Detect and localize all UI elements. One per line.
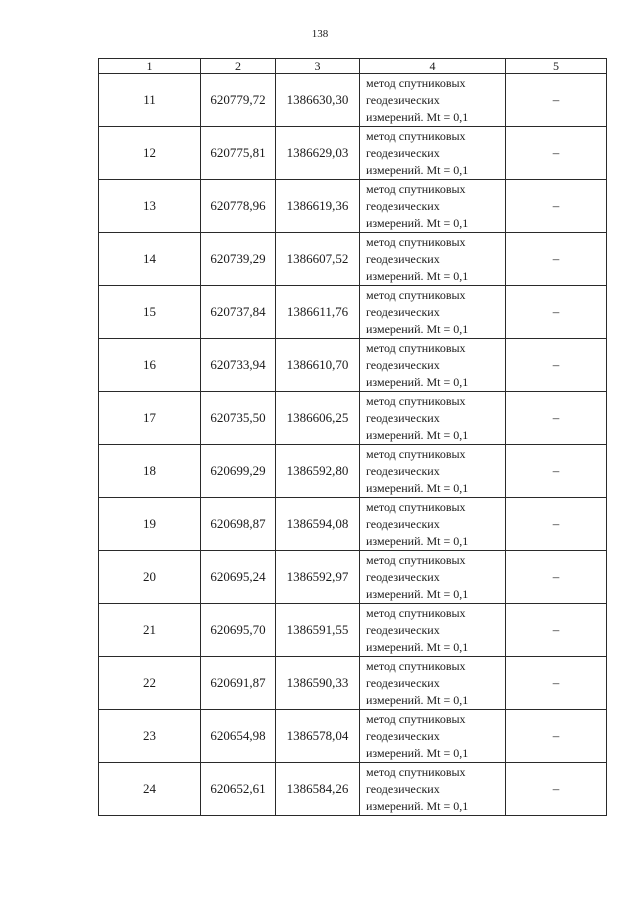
column-header-1: 1	[99, 59, 201, 74]
y-coordinate-cell: 1386611,76	[276, 286, 360, 339]
y-coordinate-cell: 1386610,70	[276, 339, 360, 392]
point-number-cell: 19	[99, 498, 201, 551]
x-coordinate-cell: 620778,96	[201, 180, 276, 233]
table-row	[99, 74, 607, 127]
note-cell: –	[506, 551, 607, 604]
note-cell: –	[506, 445, 607, 498]
x-coordinate-cell: 620652,61	[201, 763, 276, 816]
x-coordinate-cell: 620779,72	[201, 74, 276, 127]
method-cell: метод спутниковых геодезических измерений. Mt = 0,1	[360, 498, 506, 551]
method-cell: метод спутниковых геодезических измерений. Mt = 0,1	[360, 339, 506, 392]
point-number-cell: 16	[99, 339, 201, 392]
column-header-4: 4	[360, 59, 506, 74]
point-number-cell: 12	[99, 127, 201, 180]
y-coordinate-cell: 1386584,26	[276, 763, 360, 816]
point-number-cell: 15	[99, 286, 201, 339]
x-coordinate-cell: 620775,81	[201, 127, 276, 180]
x-coordinate-cell: 620737,84	[201, 286, 276, 339]
method-cell: метод спутниковых геодезических измерений. Mt = 0,1	[360, 551, 506, 604]
header-row	[99, 59, 607, 74]
x-coordinate-cell: 620698,87	[201, 498, 276, 551]
note-cell: –	[506, 233, 607, 286]
table-row	[99, 763, 607, 816]
table-row	[99, 339, 607, 392]
note-cell: –	[506, 710, 607, 763]
note-cell: –	[506, 286, 607, 339]
method-cell: метод спутниковых геодезических измерений. Mt = 0,1	[360, 233, 506, 286]
point-number-cell: 23	[99, 710, 201, 763]
note-cell: –	[506, 604, 607, 657]
point-number-cell: 17	[99, 392, 201, 445]
coordinates-table	[98, 58, 607, 816]
method-cell: метод спутниковых геодезических измерений. Mt = 0,1	[360, 180, 506, 233]
table-row	[99, 604, 607, 657]
table-row	[99, 286, 607, 339]
point-number-cell: 11	[99, 74, 201, 127]
note-cell: –	[506, 763, 607, 816]
point-number-cell: 18	[99, 445, 201, 498]
point-number-cell: 13	[99, 180, 201, 233]
note-cell: –	[506, 127, 607, 180]
note-cell: –	[506, 180, 607, 233]
note-cell: –	[506, 74, 607, 127]
x-coordinate-cell: 620735,50	[201, 392, 276, 445]
method-cell: метод спутниковых геодезических измерений. Mt = 0,1	[360, 286, 506, 339]
column-header-2: 2	[201, 59, 276, 74]
y-coordinate-cell: 1386607,52	[276, 233, 360, 286]
method-cell: метод спутниковых геодезических измерений. Mt = 0,1	[360, 710, 506, 763]
note-cell: –	[506, 339, 607, 392]
method-cell: метод спутниковых геодезических измерений. Mt = 0,1	[360, 74, 506, 127]
y-coordinate-cell: 1386619,36	[276, 180, 360, 233]
y-coordinate-cell: 1386578,04	[276, 710, 360, 763]
note-cell: –	[506, 392, 607, 445]
column-header-3: 3	[276, 59, 360, 74]
x-coordinate-cell: 620654,98	[201, 710, 276, 763]
point-number-cell: 21	[99, 604, 201, 657]
y-coordinate-cell: 1386592,97	[276, 551, 360, 604]
table-row	[99, 445, 607, 498]
y-coordinate-cell: 1386592,80	[276, 445, 360, 498]
y-coordinate-cell: 1386630,30	[276, 74, 360, 127]
y-coordinate-cell: 1386606,25	[276, 392, 360, 445]
table-row	[99, 551, 607, 604]
x-coordinate-cell: 620739,29	[201, 233, 276, 286]
method-cell: метод спутниковых геодезических измерений. Mt = 0,1	[360, 604, 506, 657]
y-coordinate-cell: 1386591,55	[276, 604, 360, 657]
method-cell: метод спутниковых геодезических измерений. Mt = 0,1	[360, 392, 506, 445]
table-row	[99, 498, 607, 551]
table-row	[99, 180, 607, 233]
y-coordinate-cell: 1386590,33	[276, 657, 360, 710]
x-coordinate-cell: 620733,94	[201, 339, 276, 392]
point-number-cell: 20	[99, 551, 201, 604]
point-number-cell: 24	[99, 763, 201, 816]
table-row	[99, 392, 607, 445]
x-coordinate-cell: 620695,70	[201, 604, 276, 657]
point-number-cell: 14	[99, 233, 201, 286]
table-row	[99, 657, 607, 710]
table-row	[99, 710, 607, 763]
x-coordinate-cell: 620699,29	[201, 445, 276, 498]
y-coordinate-cell: 1386629,03	[276, 127, 360, 180]
column-header-5: 5	[506, 59, 607, 74]
x-coordinate-cell: 620691,87	[201, 657, 276, 710]
page-number: 138	[311, 28, 329, 40]
method-cell: метод спутниковых геодезических измерений. Mt = 0,1	[360, 763, 506, 816]
note-cell: –	[506, 498, 607, 551]
method-cell: метод спутниковых геодезических измерений. Mt = 0,1	[360, 657, 506, 710]
table-row	[99, 127, 607, 180]
point-number-cell: 22	[99, 657, 201, 710]
y-coordinate-cell: 1386594,08	[276, 498, 360, 551]
table-row	[99, 233, 607, 286]
table-body	[99, 74, 607, 816]
note-cell: –	[506, 657, 607, 710]
method-cell: метод спутниковых геодезических измерений. Mt = 0,1	[360, 445, 506, 498]
x-coordinate-cell: 620695,24	[201, 551, 276, 604]
method-cell: метод спутниковых геодезических измерений. Mt = 0,1	[360, 127, 506, 180]
